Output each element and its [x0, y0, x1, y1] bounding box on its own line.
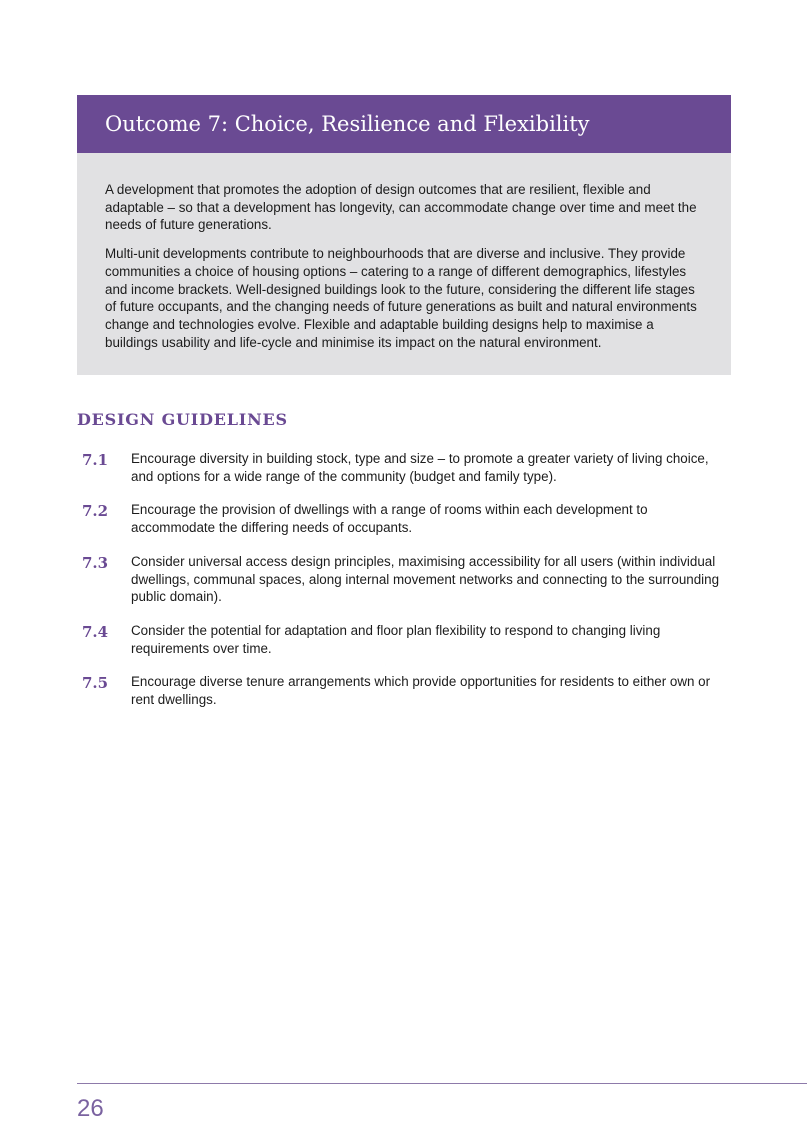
guideline-number: 7.4 [82, 622, 109, 641]
page-number: 26 [77, 1095, 104, 1122]
footer-divider [77, 1083, 807, 1084]
guideline-text: Consider universal access design principles, maximising accessibility for all users (within individual dwellings, communal spaces, along internal movement networks and connecting to the surrounding public domain). [131, 553, 720, 605]
guidelines-list [77, 450, 727, 725]
outcome-panel [77, 95, 731, 375]
guideline-item [77, 553, 727, 606]
outcome-header [77, 95, 731, 153]
guideline-text: Encourage the provision of dwellings with a range of rooms within each development to accommodate the differing needs of occupants. [131, 502, 648, 536]
guideline-number: 7.1 [82, 451, 109, 469]
guideline-number: 7.5 [82, 674, 109, 693]
guideline-number: 7.3 [82, 553, 109, 572]
outcome-paragraph-1: A development that promotes the adoption of design outcomes that are resilient, flexible and adaptable – so that a development has longevity, can accommodate change over time and meet the needs of future generations. [105, 182, 697, 233]
guideline-item [77, 673, 727, 708]
guideline-text: Encourage diversity in building stock, type and size – to promote a greater variety of living choice, and options for a wide range of the community (budget and family type). [131, 451, 709, 484]
outcome-body [77, 153, 731, 375]
guideline-item [77, 450, 727, 485]
outcome-paragraph-2: Multi-unit developments contribute to neighbourhoods that are diverse and inclusive. They provide communities a choice of housing options – catering to a range of different demographics, lifestyles and income brackets. Well-designed buildings look to the future, considering the different life stages of future occupants, and the changing needs of future generations as built and natural environments change and technologies evolve. Flexible and adaptable building designs help to maximise a buildings usability and life-cycle and minimise its impact on the natural environment. [105, 246, 697, 350]
design-guidelines-heading: DESIGN GUIDELINES [77, 410, 288, 429]
guideline-number: 7.2 [82, 502, 109, 521]
guideline-item [77, 622, 727, 657]
guideline-text: Consider the potential for adaptation and floor plan flexibility to respond to changing living requirements over time. [131, 622, 661, 656]
outcome-title: Outcome 7: Choice, Resilience and Flexibility [105, 112, 590, 136]
guideline-item [77, 501, 727, 536]
guideline-text: Encourage diverse tenure arrangements which provide opportunities for residents to either own or rent dwellings. [131, 674, 711, 708]
